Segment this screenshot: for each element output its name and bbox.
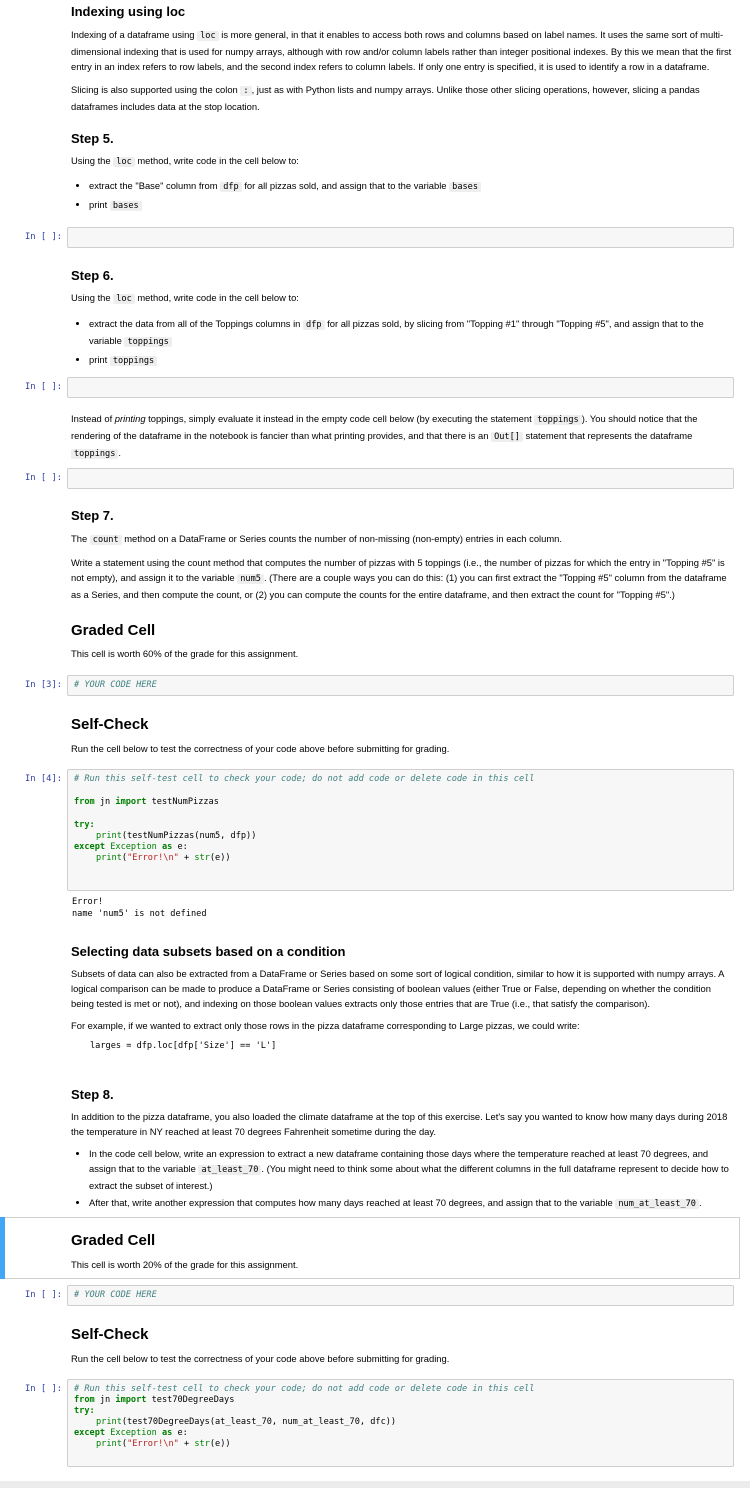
step6-paragraph: Instead of printing toppings, simply evaluate it instead in the empty code cell below (by executing the statement toppings ). You should notice that the rendering of the dataframe in the notebook is fancier than what printing provides, and that there is an Out[] statement that represents the dataframe toppings .	[71, 413, 698, 459]
code-comment: # YOUR CODE HERE	[74, 680, 157, 690]
code-line: try:	[74, 1406, 95, 1416]
code-line: except Exception as e:	[74, 842, 188, 852]
graded-cell-2-section	[71, 1232, 735, 1272]
step6-evaluate-text	[71, 411, 735, 462]
code-line: print(testNumPizzas(num5, dfp))	[96, 831, 257, 841]
input-prompt: In [3]:	[25, 680, 63, 690]
input-prompt: In [ ]:	[25, 382, 63, 392]
output-line: Error!	[72, 897, 104, 907]
subsets-paragraph-2: For example, if we wanted to extract only those rows in the pizza dataframe corresponding to Large pizzas, we could write:	[71, 1020, 580, 1031]
self-check-text: Run the cell below to test the correctness of your code above before submitting for grading.	[71, 1353, 450, 1364]
selection-bar	[0, 1217, 5, 1279]
self-check-heading: Self-Check	[71, 1326, 149, 1343]
horizontal-scrollbar[interactable]	[0, 1481, 750, 1488]
subsets-heading: Selecting data subsets based on a condition	[71, 944, 346, 959]
code-line: # Run this self-test cell to check your code; do not add code or delete code in this cell	[74, 1384, 535, 1394]
self-check-text: Run the cell below to test the correctness of your code above before submitting for grading.	[71, 743, 450, 754]
step5-list	[71, 178, 735, 214]
subsets-section	[71, 944, 735, 1054]
step8-paragraph: In addition to the pizza dataframe, you also loaded the climate dataframe at the top of this exercise. Let's say you wanted to know how many days during 2018 the temperature in NY reached at least 70 degrees Fahrenheit sometime during the day.	[71, 1111, 728, 1137]
code-cell-step5[interactable]	[67, 227, 734, 248]
list-item: • extract the "Base" column from dfp for all pizzas sold, and assign that to the variable bases	[89, 178, 735, 195]
code-line: from jn import test70DegreeDays	[74, 1395, 235, 1405]
step7-section	[71, 508, 735, 602]
loc-paragraph-1: Indexing of a dataframe using loc is more general, in that it enables to access both rows and columns based on label names. It uses the same sort of multi-dimensional indexing that is used for numpy arrays, although with row and/or column labels rather than integer positional indexes. By this we mean that the first entry in an index refers to row labels, and the second index refers to column labels. If only one entry is specified, it is used to identify a row in a dataframe.	[71, 29, 732, 72]
step8-section	[71, 1087, 735, 1214]
code-cell-self-check-2[interactable]	[67, 1379, 734, 1467]
input-prompt: In [ ]:	[25, 1384, 63, 1394]
step7-paragraph-2: Write a statement using the count method that computes the number of pizzas with 5 toppings (i.e., the number of pizzas for which the entry in "Topping #5" is not empty), and assign it to the variable num5 . (There are a couple ways you can do this: (1) you can first extract the "Topping #5" column from the dataframe as a Series, and then compute the count, or (2) you can compute the counts for the entire dataframe, and then extract the count for "Topping #5".)	[71, 557, 727, 600]
graded-heading: Graded Cell	[71, 1232, 156, 1249]
graded-cell-1-section	[71, 622, 735, 661]
list-item: • After that, write another expression that computes how many days reached at least 70 degrees, and assign that to the variable num_at_least_70 .	[89, 1195, 735, 1212]
example-code: larges = dfp.loc[dfp['Size'] == 'L']	[90, 1041, 277, 1051]
step6-intro: Using the loc method, write code in the cell below to:	[71, 292, 299, 304]
code-line: # Run this self-test cell to check your code; do not add code or delete code in this cell	[74, 774, 535, 784]
list-item: • In the code cell below, write an expression to extract a new dataframe containing those days where the temperature reached at least 70 degrees, and assign that to the variable at_least_70 . (You might need to think some about what the different columns in the full dataframe represent to decide how to extract the subset of interest.)	[89, 1146, 735, 1193]
loc-section	[71, 4, 735, 114]
code-line: print("Error!\n" + str(e))	[96, 1439, 231, 1449]
step7-paragraph-1: The count method on a DataFrame or Series counts the number of non-missing (non-empty) entries in each column.	[71, 533, 562, 545]
output-line: name 'num5' is not defined	[72, 909, 207, 919]
step8-heading: Step 8.	[71, 1087, 114, 1102]
graded-heading: Graded Cell	[71, 622, 156, 639]
code-line: from jn import testNumPizzas	[74, 797, 219, 807]
loc-paragraph-2: Slicing is also supported using the colon : , just as with Python lists and numpy arrays. Unlike those other slicing operations, however, slicing a pandas dataframes includes data at the stop location.	[71, 84, 700, 112]
list-item: • extract the data from all of the Toppings columns in dfp for all pizzas sold, by slicing from "Topping #1" through "Topping #5", and assign that to the variable toppings	[89, 316, 735, 350]
step5-heading: Step 5.	[71, 131, 114, 146]
step7-heading: Step 7.	[71, 508, 114, 523]
self-check-heading: Self-Check	[71, 716, 149, 733]
list-item: • print toppings	[89, 352, 735, 369]
code-comment: # YOUR CODE HERE	[74, 1290, 157, 1300]
code-line: print(test70DegreeDays(at_least_70, num_at_least_70, dfc))	[96, 1417, 397, 1427]
code-cell-self-check-1[interactable]	[67, 769, 734, 891]
graded-weight-text: This cell is worth 60% of the grade for this assignment.	[71, 648, 299, 659]
self-check-1-section	[71, 716, 735, 756]
step6-section	[71, 268, 735, 371]
code-cell-evaluate[interactable]	[67, 468, 734, 489]
step5-intro: Using the loc method, write code in the cell below to:	[71, 155, 299, 167]
code-line: except Exception as e:	[74, 1428, 188, 1438]
input-prompt: In [ ]:	[25, 232, 63, 242]
code-line: try:	[74, 820, 95, 830]
loc-heading: Indexing using loc	[71, 4, 186, 19]
list-item: • print bases	[89, 197, 735, 214]
input-prompt: In [ ]:	[25, 1290, 63, 1300]
step5-section	[71, 131, 735, 216]
step8-list	[71, 1146, 735, 1212]
graded-weight-text: This cell is worth 20% of the grade for this assignment.	[71, 1259, 299, 1270]
input-prompt: In [4]:	[25, 774, 63, 784]
code-line: print("Error!\n" + str(e))	[96, 853, 231, 863]
code-cell-graded-2[interactable]	[67, 1285, 734, 1306]
step6-heading: Step 6.	[71, 268, 114, 283]
subsets-paragraph-1: Subsets of data can also be extracted from a DataFrame or Series based on some sort of logical condition, similar to how it is supported with numpy arrays. A logical comparison can be made to produce a DataFrame or Series consisting of boolean values (either True or False, depending on whether the condition being tested is met or not), and indexing on those boolean values extracts only those entries that are True (i.e., that satisfy the comparison).	[71, 968, 724, 1009]
code-cell-graded-1[interactable]	[67, 675, 734, 696]
code-cell-step6[interactable]	[67, 377, 734, 398]
step6-list	[71, 316, 735, 369]
self-check-2-section	[71, 1326, 735, 1366]
input-prompt: In [ ]:	[25, 473, 63, 483]
